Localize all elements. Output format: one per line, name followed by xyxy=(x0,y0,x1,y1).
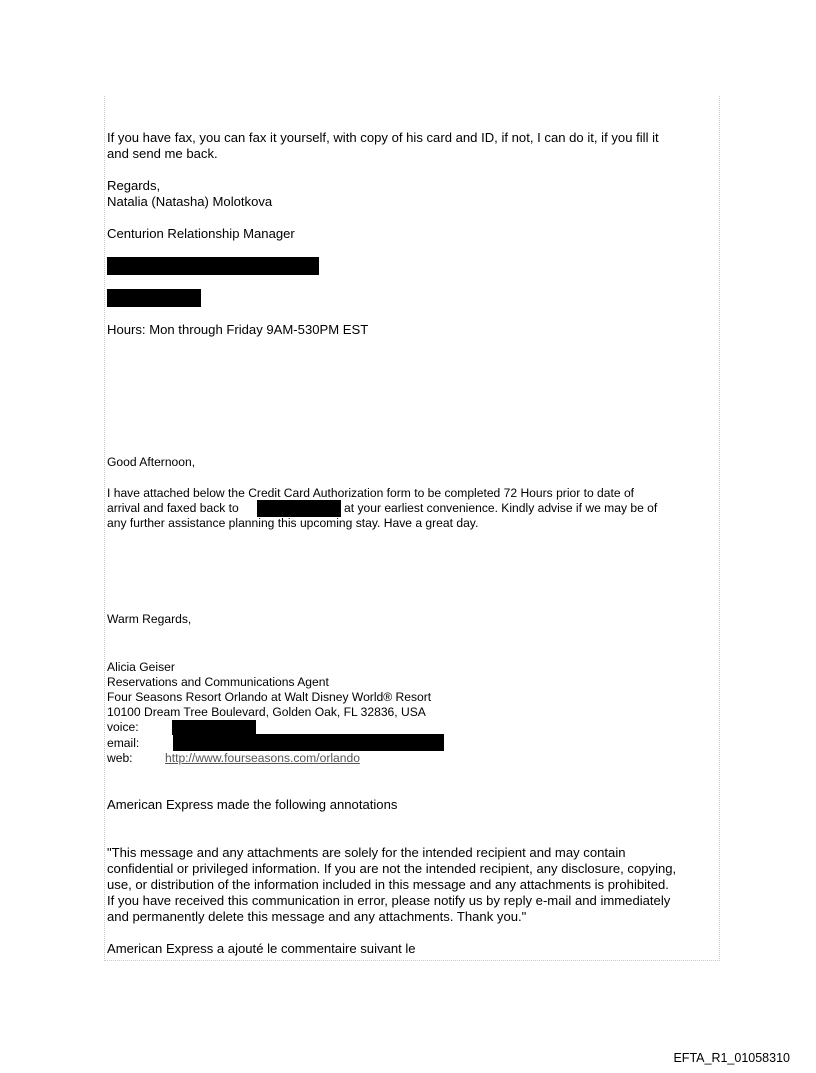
email1-sender-name: Natalia (Natasha) Molotkova xyxy=(107,194,273,209)
email2-closing: Warm Regards, xyxy=(107,612,192,626)
signature-web-label: web: xyxy=(107,751,133,765)
email1-closing: Regards, xyxy=(107,178,161,193)
signature-title: Reservations and Communications Agent xyxy=(107,675,329,689)
disclaimer-line-4: If you have received this communication in error, please notify us by reply e-mail and immediately xyxy=(107,893,671,908)
redaction-box-extension xyxy=(107,289,201,307)
signature-name: Alicia Geiser xyxy=(107,660,175,674)
signature-email-label: email: xyxy=(107,736,140,750)
disclaimer-line-2: confidential or privileged information. If you are not the intended recipient, any disclosure, copying, xyxy=(107,861,677,876)
document-id: EFTA_R1_01058310 xyxy=(673,1051,790,1065)
disclaimer-line-1: "This message and any attachments are solely for the intended recipient and may contain xyxy=(107,845,626,860)
redaction-box-voice xyxy=(172,720,256,735)
redaction-box-phone xyxy=(107,257,319,275)
disclaimer-line-3: use, or distribution of the information included in this message and any attachments is prohibited. xyxy=(107,877,669,892)
signature-company: Four Seasons Resort Orlando at Walt Disney World® Resort xyxy=(107,690,432,704)
redaction-box-fax xyxy=(257,500,341,517)
email2-greeting: Good Afternoon, xyxy=(107,455,196,469)
email1-sender-title: Centurion Relationship Manager xyxy=(107,226,295,241)
signature-address: 10100 Dream Tree Boulevard, Golden Oak, FL 32836, USA xyxy=(107,705,426,719)
email1-body-line2: and send me back. xyxy=(107,146,218,161)
email2-body-line2a: arrival and faxed back to xyxy=(107,501,239,515)
email1-body-line1: If you have fax, you can fax it yourself, with copy of his card and ID, if not, I can do it, if you fill it xyxy=(107,130,659,145)
annotations-french-line: American Express a ajouté le commentaire suivant le xyxy=(107,941,416,956)
redaction-box-email xyxy=(173,734,444,751)
email2-body-line2b: at your earliest convenience. Kindly advise if we may be of xyxy=(344,501,658,515)
email2-body-line1: I have attached below the Credit Card Authorization form to be completed 72 Hours prior to date of xyxy=(107,486,635,500)
annotations-heading: American Express made the following annotations xyxy=(107,797,398,812)
signature-web-link[interactable]: http://www.fourseasons.com/orlando xyxy=(165,751,360,765)
email2-body-line3: any further assistance planning this upcoming stay. Have a great day. xyxy=(107,516,479,530)
email1-hours: Hours: Mon through Friday 9AM-530PM EST xyxy=(107,322,369,337)
signature-voice-label: voice: xyxy=(107,720,139,734)
disclaimer-line-5: and permanently delete this message and any attachments. Thank you." xyxy=(107,909,527,924)
